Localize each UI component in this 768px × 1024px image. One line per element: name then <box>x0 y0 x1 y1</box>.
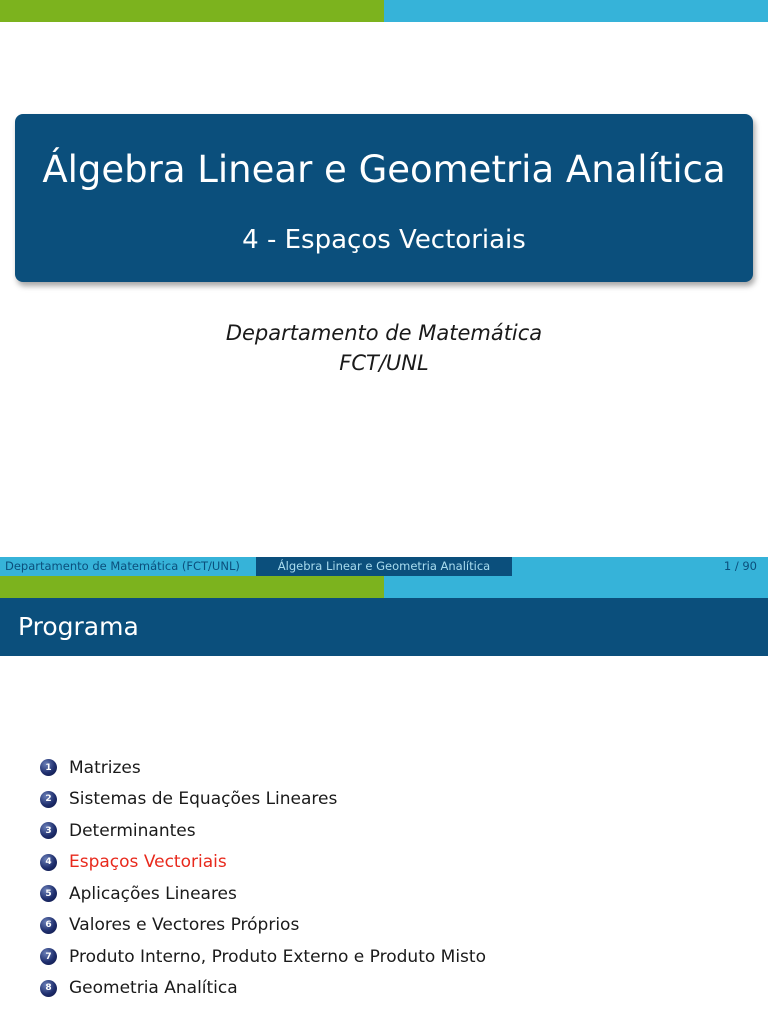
toc-item-label: Determinantes <box>69 820 196 841</box>
numbered-ball-icon: 1 <box>40 759 57 776</box>
numbered-ball-icon: 3 <box>40 822 57 839</box>
top-bar-green <box>0 576 384 598</box>
toc-item-label: Aplicações Lineares <box>69 883 237 904</box>
numbered-ball-icon: 8 <box>40 980 57 997</box>
footer-title: Álgebra Linear e Geometria Analítica <box>256 557 512 576</box>
table-of-contents <box>40 752 486 1004</box>
numbered-ball-icon: 2 <box>40 791 57 808</box>
top-bar-blue <box>384 576 768 598</box>
toc-item-label: Matrizes <box>69 757 141 778</box>
toc-item[interactable] <box>40 973 486 1005</box>
footer-bar <box>0 557 768 576</box>
author-department: Departamento de Matemática <box>225 321 543 345</box>
top-color-bar <box>0 0 768 22</box>
toc-item-active[interactable] <box>40 847 486 879</box>
frame-title: Programa <box>0 598 768 656</box>
title-box <box>15 114 753 282</box>
toc-item[interactable] <box>40 878 486 910</box>
toc-item-label: Geometria Analítica <box>69 978 238 999</box>
toc-item[interactable] <box>40 815 486 847</box>
numbered-ball-icon: 6 <box>40 917 57 934</box>
toc-item-label: Espaços Vectoriais <box>69 852 227 873</box>
toc-item[interactable] <box>40 910 486 942</box>
author-block <box>0 318 768 378</box>
toc-item[interactable] <box>40 752 486 784</box>
author-institution: FCT/UNL <box>339 351 429 375</box>
top-bar-blue <box>384 0 768 22</box>
top-bar-green <box>0 0 384 22</box>
numbered-ball-icon: 5 <box>40 885 57 902</box>
toc-item[interactable] <box>40 784 486 816</box>
toc-item-label: Produto Interno, Produto Externo e Produto Misto <box>69 946 486 967</box>
footer-author: Departamento de Matemática (FCT/UNL) <box>0 557 256 576</box>
toc-item[interactable] <box>40 941 486 973</box>
toc-item-label: Sistemas de Equações Lineares <box>69 789 338 810</box>
numbered-ball-icon: 4 <box>40 854 57 871</box>
toc-item-label: Valores e Vectores Próprios <box>69 915 300 936</box>
programme-slide <box>0 576 768 1024</box>
top-color-bar <box>0 576 768 598</box>
presentation-title: Álgebra Linear e Geometria Analítica <box>42 148 726 191</box>
numbered-ball-icon: 7 <box>40 948 57 965</box>
presentation-subtitle: 4 - Espaços Vectoriais <box>242 225 526 255</box>
footer-page-number: 1 / 90 <box>512 557 768 576</box>
